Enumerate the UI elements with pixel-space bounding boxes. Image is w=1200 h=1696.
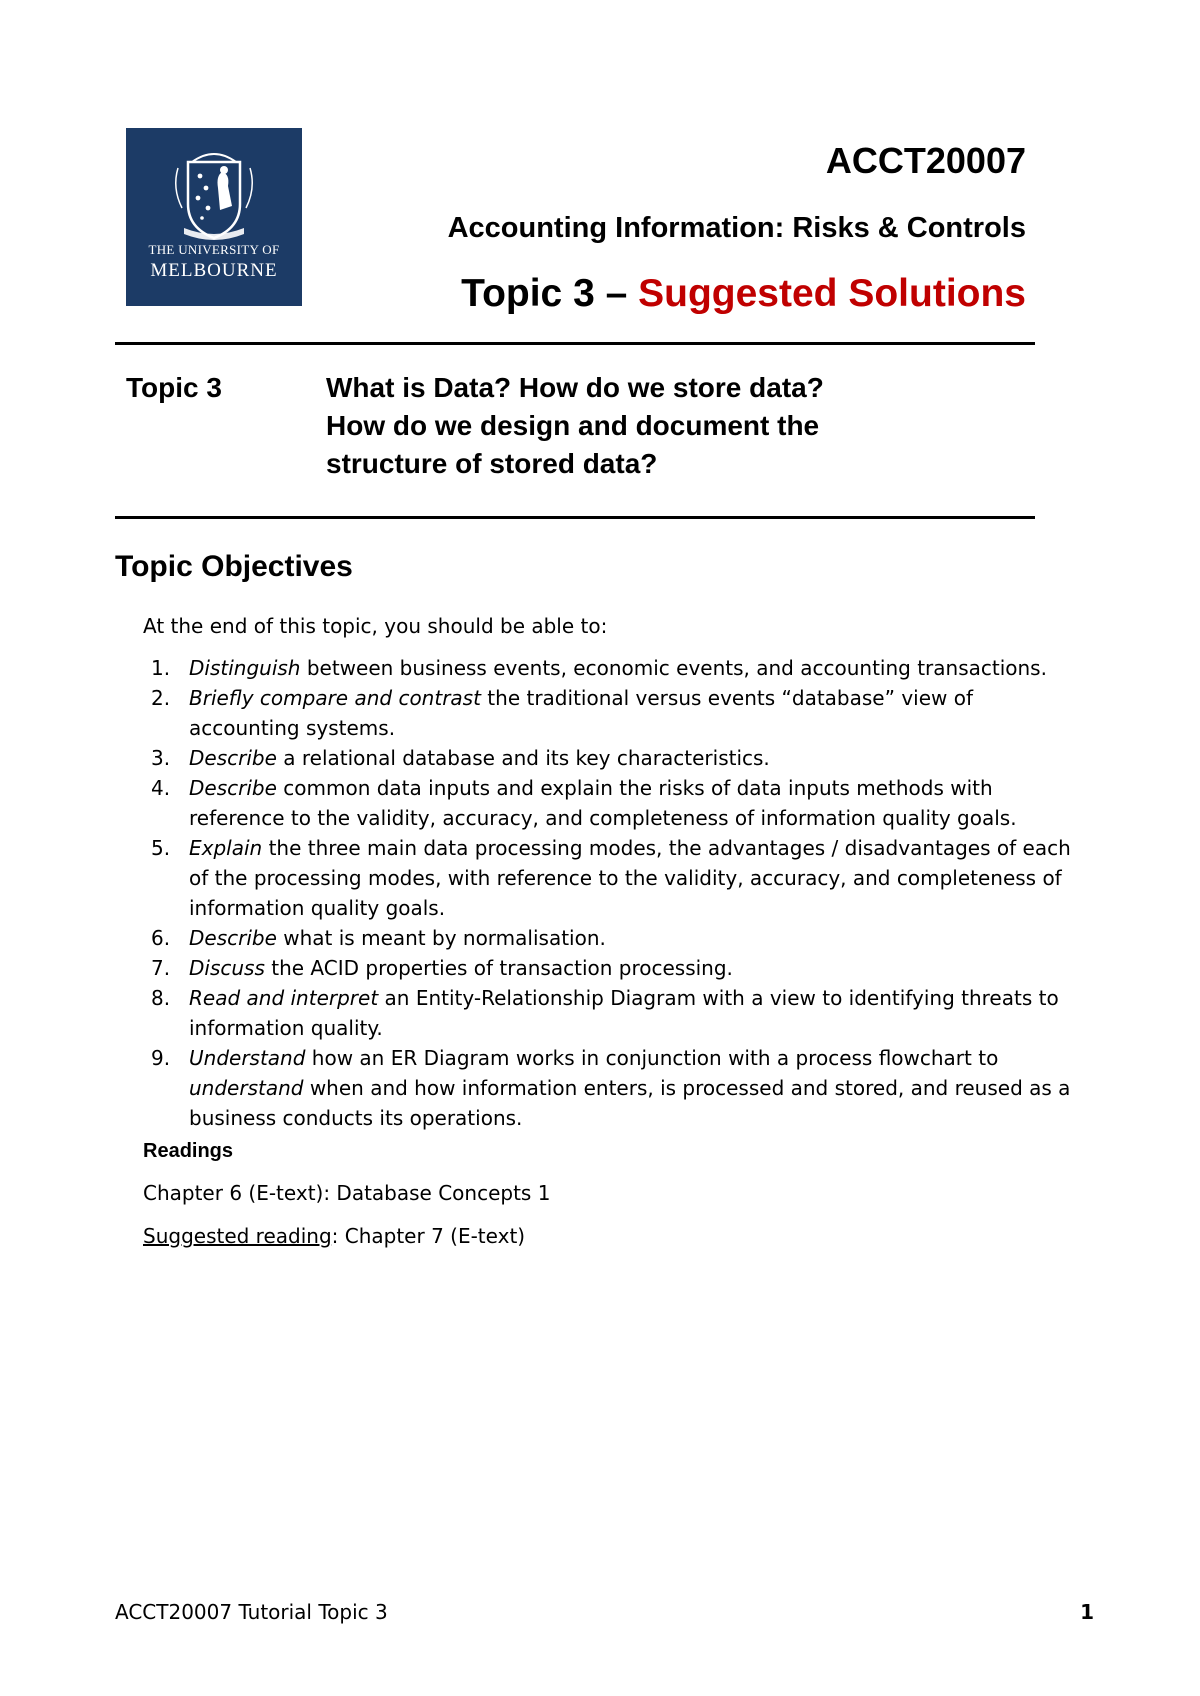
course-code: ACCT20007 bbox=[825, 140, 1026, 181]
title-highlight: Suggested Solutions bbox=[638, 272, 1026, 315]
topic-label: Topic 3 bbox=[126, 372, 222, 403]
list-item: 7. Discuss the ACID properties of transaction processing. bbox=[151, 956, 733, 980]
topic-question-line: What is Data? How do we store data? bbox=[326, 372, 824, 403]
suggested-reading-label: Suggested reading bbox=[143, 1224, 332, 1248]
university-logo bbox=[126, 128, 302, 306]
logo-line-2: MELBOURNE bbox=[150, 260, 278, 281]
title-prefix: Topic 3 – bbox=[461, 272, 639, 315]
bottom-divider bbox=[115, 516, 1035, 519]
course-name: Accounting Information: Risks & Controls bbox=[447, 212, 1026, 244]
document-title bbox=[461, 272, 1026, 316]
page-number: 1 bbox=[1080, 1600, 1094, 1624]
suggested-reading: Suggested reading: Chapter 7 (E-text) bbox=[143, 1224, 526, 1248]
topic-question-line: How do we design and document the bbox=[326, 410, 820, 441]
objectives-list bbox=[143, 653, 1083, 1133]
list-item: 4. Describe common data inputs and explain the risks of data inputs methods with reference to the validity, accuracy, and completeness of information quality goals. bbox=[151, 776, 1017, 830]
objectives-heading: Topic Objectives bbox=[115, 550, 353, 583]
footer-text: ACCT20007 Tutorial Topic 3 bbox=[115, 1600, 388, 1624]
reading-item: Chapter 6 (E-text): Database Concepts 1 bbox=[143, 1181, 551, 1205]
list-item: 2. Briefly compare and contrast the traditional versus events “database” view of accounting systems. bbox=[151, 686, 974, 740]
readings-heading: Readings bbox=[143, 1140, 234, 1162]
list-item: 5. Explain the three main data processing modes, the advantages / disadvantages of each of the processing modes, with reference to the validity, accuracy, and completeness of information quality goals. bbox=[151, 836, 1071, 920]
list-item: 6. Describe what is meant by normalisation. bbox=[151, 926, 606, 950]
list-item: 8. Read and interpret an Entity-Relationship Diagram with a view to identifying threats to information quality. bbox=[151, 986, 1059, 1040]
logo-line-1: THE UNIVERSITY OF bbox=[148, 242, 280, 257]
topic-question-line: structure of stored data? bbox=[326, 448, 658, 479]
list-item: 3. Describe a relational database and its key characteristics. bbox=[151, 746, 770, 770]
list-item: 9. Understand how an ER Diagram works in conjunction with a process flowchart to understand when and how information enters, is processed and stored, and reused as a business conducts its operations. bbox=[151, 1046, 1071, 1130]
list-item: 1. Distinguish between business events, economic events, and accounting transactions. bbox=[151, 656, 1047, 680]
objectives-intro: At the end of this topic, you should be able to: bbox=[143, 614, 608, 638]
top-divider bbox=[115, 342, 1035, 345]
